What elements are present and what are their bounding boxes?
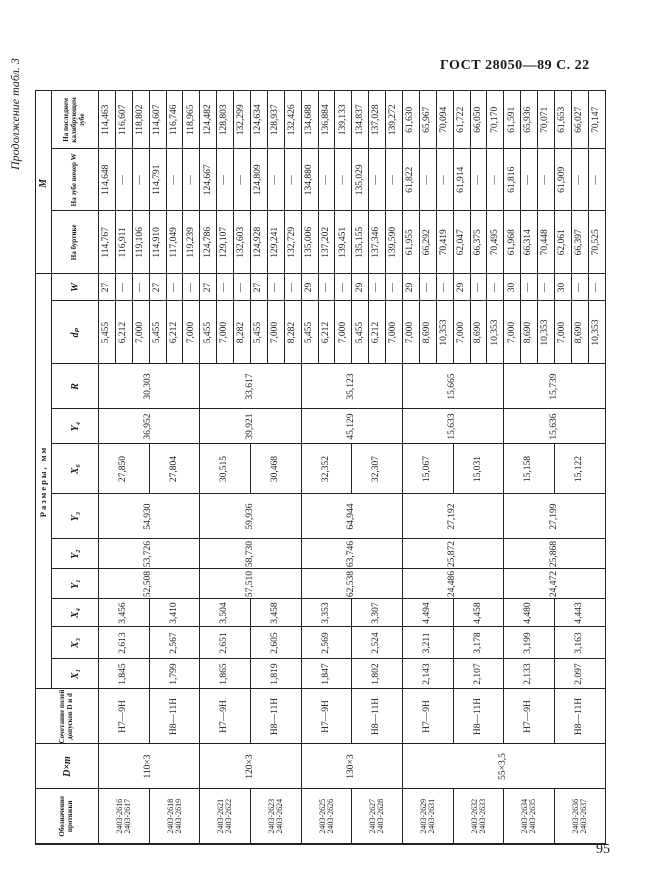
dp-cell: 7,000 [504,301,521,364]
table-body [99,91,606,844]
header-r: R [52,364,99,409]
dm-cell: 130×3 [301,744,402,789]
m-last-tooth-cell: 61,722 [453,91,470,149]
w-cell: 27 [200,274,217,301]
m-last-tooth-cell: 66,050 [470,91,487,149]
w-cell: 29 [352,274,369,301]
dp-cell: 10,353 [588,301,605,364]
m-last-tooth-cell: 114,607 [149,91,166,149]
m-last-tooth-cell: 70,147 [588,91,605,149]
table-row [149,91,166,844]
y2-cell: 63,746 [301,539,402,569]
header-m-last-tooth: На последнем калибрующем зубе [52,91,99,149]
x1-cell: 1,819 [251,659,302,689]
w-cell: — [115,274,132,301]
y4-cell: 36,952 [99,409,200,444]
m-tooth-w-cell: — [166,149,183,211]
m-last-tooth-cell: 70,170 [487,91,504,149]
table-row [251,91,268,844]
m-last-tooth-cell: 65,936 [521,91,538,149]
dm-cell: 120×3 [200,744,301,789]
m-collar-cell: 66,314 [521,211,538,274]
w-cell: — [335,274,352,301]
table-row [99,91,116,844]
w-cell: — [318,274,335,301]
m-tooth-w-cell: — [115,149,132,211]
m-collar-cell: 132,729 [284,211,301,274]
header-sizes-span: Размеры, мм [36,274,52,689]
m-tooth-w-cell: 124,667 [200,149,217,211]
designation-cell: 2403-2636 2403-2637 [555,789,606,844]
dp-cell: 5,455 [149,301,166,364]
x4-cell: 3,458 [251,599,302,627]
m-last-tooth-cell: 66,027 [571,91,588,149]
w-cell: 30 [555,274,572,301]
m-tooth-w-cell: — [419,149,436,211]
x6-cell: 15,067 [403,444,454,494]
m-collar-cell: 139,590 [386,211,403,274]
x4-cell: 3,410 [149,599,200,627]
x3-cell: 3,163 [555,627,606,659]
m-collar-cell: 114,767 [99,211,116,274]
y2-cell: 53,726 [99,539,200,569]
x4-cell: 3,504 [200,599,251,627]
header-m-tooth-w: На зубе номер W [52,149,99,211]
m-tooth-w-cell: 134,880 [301,149,318,211]
m-last-tooth-cell: 128,937 [267,91,284,149]
m-collar-cell: 70,419 [436,211,453,274]
m-last-tooth-cell: 61,653 [555,91,572,149]
m-collar-cell: 124,928 [251,211,268,274]
tolerance-cell: H8—11H [251,689,302,744]
header-designation: Обозначение протяжки [36,789,99,844]
m-tooth-w-cell: 61,822 [403,149,420,211]
m-tooth-w-cell: — [538,149,555,211]
x6-cell: 32,352 [301,444,352,494]
tolerance-cell: H7—9H [403,689,454,744]
table-continuation-label: Продолжение табл. 3 [8,58,22,170]
x1-cell: 1,865 [200,659,251,689]
table-row [352,91,369,844]
x6-cell: 27,804 [149,444,200,494]
dp-cell: 8,690 [571,301,588,364]
m-collar-cell: 66,375 [470,211,487,274]
x6-cell: 15,031 [453,444,504,494]
m-last-tooth-cell: 128,803 [217,91,234,149]
y2-cell: 25,868 [504,539,605,569]
dp-cell: 7,000 [403,301,420,364]
dp-cell: 8,690 [419,301,436,364]
y1-cell: 24,472 [504,569,605,599]
x3-cell: 3,199 [504,627,555,659]
dp-cell: 7,000 [267,301,284,364]
broach-dimensions-table [35,90,606,845]
m-collar-cell: 119,239 [183,211,200,274]
m-collar-cell: 70,448 [538,211,555,274]
dp-cell: 6,212 [166,301,183,364]
w-cell: — [436,274,453,301]
header-y4: Y₄ [52,409,99,444]
m-collar-cell: 119,106 [132,211,149,274]
m-tooth-w-cell: — [369,149,386,211]
m-last-tooth-cell: 61,591 [504,91,521,149]
dp-cell: 8,690 [521,301,538,364]
m-last-tooth-cell: 116,746 [166,91,183,149]
table-row [403,91,420,844]
y1-cell: 57,510 [200,569,301,599]
w-cell: 27 [251,274,268,301]
m-last-tooth-cell: 134,688 [301,91,318,149]
w-cell: 29 [403,274,420,301]
x4-cell: 4,494 [403,599,454,627]
y1-cell: 24,486 [403,569,504,599]
m-tooth-w-cell: — [521,149,538,211]
m-tooth-w-cell: — [183,149,200,211]
m-tooth-w-cell: 135,029 [352,149,369,211]
w-cell: — [369,274,386,301]
m-last-tooth-cell: 132,299 [234,91,251,149]
x1-cell: 2,133 [504,659,555,689]
dp-cell: 8,282 [284,301,301,364]
x1-cell: 2,097 [555,659,606,689]
header-x1: X₁ [52,659,99,689]
m-collar-cell: 124,786 [200,211,217,274]
x1-cell: 2,143 [403,659,454,689]
m-collar-cell: 132,603 [234,211,251,274]
m-tooth-w-cell: 114,648 [99,149,116,211]
header-dm: D×m [36,744,99,789]
m-collar-cell: 129,241 [267,211,284,274]
tolerance-cell: H7—9H [301,689,352,744]
dp-cell: 5,455 [352,301,369,364]
broach-dimensions-table-rotated [35,92,605,845]
table-row [301,91,318,844]
tolerance-cell: H8—11H [453,689,504,744]
m-tooth-w-cell: 124,809 [251,149,268,211]
m-collar-cell: 137,346 [369,211,386,274]
x3-cell: 2,567 [149,627,200,659]
dp-cell: 7,000 [386,301,403,364]
x4-cell: 3,353 [301,599,352,627]
y3-cell: 54,930 [99,494,200,539]
y2-cell: 25,872 [403,539,504,569]
m-last-tooth-cell: 134,837 [352,91,369,149]
m-tooth-w-cell: 114,791 [149,149,166,211]
m-tooth-w-cell: 61,909 [555,149,572,211]
m-tooth-w-cell: 61,816 [504,149,521,211]
table-row [453,91,470,844]
x3-cell: 2,569 [301,627,352,659]
x4-cell: 3,307 [352,599,403,627]
x4-cell: 4,443 [555,599,606,627]
r-cell: 35,123 [301,364,402,409]
m-collar-cell: 135,155 [352,211,369,274]
tolerance-cell: H7—9H [504,689,555,744]
w-cell: — [183,274,200,301]
m-collar-cell: 70,495 [487,211,504,274]
x3-cell: 3,178 [453,627,504,659]
y1-cell: 62,538 [301,569,402,599]
y4-cell: 15,636 [504,409,605,444]
x3-cell: 3,211 [403,627,454,659]
m-last-tooth-cell: 118,802 [132,91,149,149]
m-last-tooth-cell: 124,482 [200,91,217,149]
table-row [555,91,572,844]
designation-cell: 2403-2625 2403-2626 [301,789,352,844]
dp-cell: 8,282 [234,301,251,364]
m-last-tooth-cell: 136,884 [318,91,335,149]
x4-cell: 3,456 [99,599,150,627]
x4-cell: 4,480 [504,599,555,627]
designation-cell: 2403-2616 2403-2617 [99,789,150,844]
m-last-tooth-cell: 139,272 [386,91,403,149]
m-collar-cell: 139,451 [335,211,352,274]
header-x4: X₄ [52,599,99,627]
header-m-span: M [36,91,52,274]
w-cell: — [217,274,234,301]
dp-cell: 7,000 [555,301,572,364]
y1-cell: 52,508 [99,569,200,599]
m-last-tooth-cell: 116,607 [115,91,132,149]
w-cell: — [234,274,251,301]
dp-cell: 7,000 [183,301,200,364]
dm-cell: 55×3,5 [403,744,606,789]
m-last-tooth-cell: 118,965 [183,91,200,149]
y2-cell: 58,730 [200,539,301,569]
x1-cell: 1,845 [99,659,150,689]
m-collar-cell: 116,911 [115,211,132,274]
x1-cell: 1,847 [301,659,352,689]
m-tooth-w-cell: — [267,149,284,211]
w-cell: 27 [99,274,116,301]
document-header: ГОСТ 28050—89 С. 22 [440,58,590,73]
w-cell: — [521,274,538,301]
m-last-tooth-cell: 114,463 [99,91,116,149]
m-collar-cell: 61,968 [504,211,521,274]
dm-cell: 110×3 [99,744,200,789]
w-cell: 29 [453,274,470,301]
m-collar-cell: 66,397 [571,211,588,274]
y3-cell: 27,199 [504,494,605,539]
x3-cell: 2,605 [251,627,302,659]
m-collar-cell: 137,202 [318,211,335,274]
x1-cell: 2,107 [453,659,504,689]
dp-cell: 7,000 [217,301,234,364]
dp-cell: 7,000 [132,301,149,364]
dp-cell: 10,353 [436,301,453,364]
dp-cell: 6,212 [369,301,386,364]
header-w: W [52,274,99,301]
m-collar-cell: 66,292 [419,211,436,274]
x1-cell: 1,802 [352,659,403,689]
tolerance-cell: H8—11H [149,689,200,744]
dp-cell: 5,455 [301,301,318,364]
m-last-tooth-cell: 70,094 [436,91,453,149]
designation-cell: 2403-2627 2403-2628 [352,789,403,844]
x6-cell: 30,468 [251,444,302,494]
y4-cell: 45,129 [301,409,402,444]
m-tooth-w-cell: — [588,149,605,211]
m-tooth-w-cell: — [318,149,335,211]
r-cell: 15,665 [403,364,504,409]
header-dp: dₚ [52,301,99,364]
m-last-tooth-cell: 124,634 [251,91,268,149]
dp-cell: 5,455 [99,301,116,364]
m-tooth-w-cell: — [436,149,453,211]
m-collar-cell: 114,910 [149,211,166,274]
designation-cell: 2403-2634 2403-2635 [504,789,555,844]
m-tooth-w-cell: — [217,149,234,211]
dp-cell: 5,455 [200,301,217,364]
m-last-tooth-cell: 137,028 [369,91,386,149]
y3-cell: 64,944 [301,494,402,539]
tolerance-cell: H7—9H [200,689,251,744]
m-tooth-w-cell: — [132,149,149,211]
dp-cell: 6,212 [115,301,132,364]
w-cell: — [419,274,436,301]
m-tooth-w-cell: — [487,149,504,211]
r-cell: 15,739 [504,364,605,409]
w-cell: — [267,274,284,301]
w-cell: — [538,274,555,301]
x3-cell: 2,524 [352,627,403,659]
dp-cell: 10,353 [538,301,555,364]
tolerance-cell: H8—11H [555,689,606,744]
x1-cell: 1,799 [149,659,200,689]
header-m-collar: На буртике [52,211,99,274]
m-collar-cell: 61,955 [403,211,420,274]
y3-cell: 59,936 [200,494,301,539]
header-tolerance: Сочетание полей допусков D и d [36,689,99,744]
w-cell: — [571,274,588,301]
header-y2: Y₂ [52,539,99,569]
m-tooth-w-cell: — [234,149,251,211]
dp-cell: 7,000 [335,301,352,364]
w-cell: 30 [504,274,521,301]
m-last-tooth-cell: 65,967 [419,91,436,149]
x6-cell: 32,307 [352,444,403,494]
dp-cell: 5,455 [251,301,268,364]
designation-cell: 2403-2629 2403-2631 [403,789,454,844]
m-collar-cell: 62,061 [555,211,572,274]
y4-cell: 15,633 [403,409,504,444]
designation-cell: 2403-2632 2403-2633 [453,789,504,844]
page-number: 95 [596,842,610,857]
w-cell: 27 [149,274,166,301]
m-tooth-w-cell: — [284,149,301,211]
y3-cell: 27,192 [403,494,504,539]
y4-cell: 39,921 [200,409,301,444]
m-tooth-w-cell: — [470,149,487,211]
w-cell: — [487,274,504,301]
dp-cell: 8,690 [470,301,487,364]
m-tooth-w-cell: — [335,149,352,211]
m-collar-cell: 135,006 [301,211,318,274]
w-cell: — [588,274,605,301]
m-tooth-w-cell: — [571,149,588,211]
m-last-tooth-cell: 132,426 [284,91,301,149]
designation-cell: 2403-2623 2403-2624 [251,789,302,844]
header-y3: Y₃ [52,494,99,539]
r-cell: 33,617 [200,364,301,409]
x6-cell: 15,158 [504,444,555,494]
x3-cell: 2,613 [99,627,150,659]
w-cell: — [284,274,301,301]
w-cell: — [166,274,183,301]
w-cell: — [386,274,403,301]
m-last-tooth-cell: 139,133 [335,91,352,149]
tolerance-cell: H8—11H [352,689,403,744]
header-x3: X₃ [52,627,99,659]
table-row [200,91,217,844]
x6-cell: 30,515 [200,444,251,494]
m-collar-cell: 117,049 [166,211,183,274]
x6-cell: 15,122 [555,444,606,494]
header-y1: Y₁ [52,569,99,599]
m-tooth-w-cell: 61,914 [453,149,470,211]
dp-cell: 7,000 [453,301,470,364]
w-cell: — [132,274,149,301]
x3-cell: 2,651 [200,627,251,659]
m-collar-cell: 129,107 [217,211,234,274]
x6-cell: 27,850 [99,444,150,494]
designation-cell: 2403-2621 2403-2622 [200,789,251,844]
r-cell: 30,303 [99,364,200,409]
m-collar-cell: 62,047 [453,211,470,274]
designation-cell: 2403-2618 2403-2619 [149,789,200,844]
w-cell: 29 [301,274,318,301]
header-x6: X₆ [52,444,99,494]
table-row [504,91,521,844]
m-collar-cell: 70,525 [588,211,605,274]
x4-cell: 4,458 [453,599,504,627]
dp-cell: 10,353 [487,301,504,364]
tolerance-cell: H7—9H [99,689,150,744]
w-cell: — [470,274,487,301]
dp-cell: 6,212 [318,301,335,364]
m-tooth-w-cell: — [386,149,403,211]
m-last-tooth-cell: 70,071 [538,91,555,149]
m-last-tooth-cell: 61,630 [403,91,420,149]
